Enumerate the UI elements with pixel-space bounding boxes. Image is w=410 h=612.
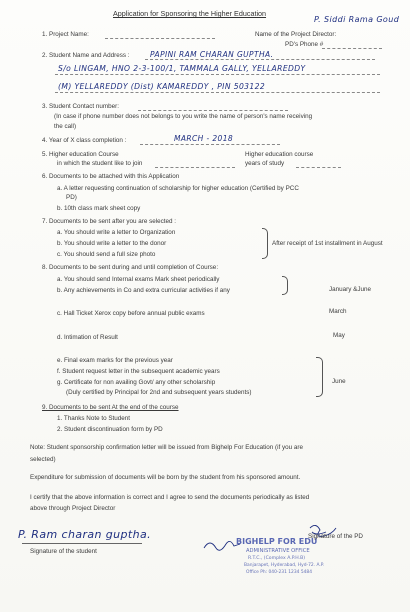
- student-name-label: 2. Student Name and Address :: [42, 52, 130, 59]
- stamp-line-2: R.T.C., (Complex A.P.H.B): [248, 556, 306, 561]
- x-class-label: 4. Year of X class completion :: [42, 137, 127, 144]
- contact-number-label: 3. Student Contact number:: [42, 103, 120, 110]
- section-6-heading: 6. Documents to be attached with this Application: [42, 173, 180, 180]
- doc-7c: c. You should send a full size photo: [57, 251, 156, 258]
- years-line: [296, 167, 341, 168]
- project-name-line: [105, 38, 215, 39]
- x-class-line: [140, 144, 280, 145]
- section-7-note: After receipt of 1st installment in August: [272, 240, 383, 247]
- address-line-1: S/o LINGAM, HNO 2-3-100/1, TAMMALA GALLY, YELLAREDDY: [58, 64, 306, 73]
- doc-6a-cont: PD): [66, 194, 77, 201]
- jan-june-note: January &June: [329, 286, 372, 293]
- note-line-2: selected): [30, 456, 56, 463]
- years-label-1: Higher education course: [245, 151, 314, 158]
- doc-7a: a. You should write a letter to Organization: [57, 229, 176, 236]
- june-note: June: [332, 378, 346, 385]
- section-8eg-brace: [316, 357, 323, 397]
- stamp-title: BIGHELP FOR EDU: [236, 537, 318, 546]
- doc-9-2: 2. Student discontinuation form by PD: [57, 426, 163, 433]
- project-name-label: 1. Project Name:: [42, 31, 89, 38]
- section-9-heading: 9. Documents to be sent At the end of the course: [42, 404, 179, 411]
- course-line: [155, 167, 235, 168]
- pd-signature-label: Signature of the PD: [308, 533, 363, 540]
- stamp-line-3: Banjarapet, Hyderabad, Hyd-72. A.P.: [244, 563, 325, 568]
- pd-phone-label: PD's Phone #: [285, 41, 324, 48]
- note-line-1: Note: Student sponsorship confirmation letter will be issued from Bighelp For Education (if you are: [30, 444, 304, 451]
- doc-8d: d. Intimation of Result: [57, 334, 118, 341]
- course-sub-label: in which the student like to join: [57, 160, 143, 167]
- doc-9-1: 1. Thanks Note to Student: [57, 415, 131, 422]
- contact-note-2: the call): [54, 123, 77, 130]
- contact-note-1: (In case if phone number does not belongs to you write the name of person's name receiving: [54, 113, 313, 120]
- course-label: 5. Higher education Course: [42, 151, 119, 158]
- pd-phone-line: [322, 48, 382, 49]
- student-signature-line: [22, 543, 142, 544]
- doc-8a: a. You should send Internal exams Mark sheet periodically: [57, 276, 220, 283]
- address-line-2: (M) YELLAREDDY (Dist) KAMAREDDY , PIN 503122: [58, 82, 266, 91]
- doc-6b: b. 10th class mark sheet copy: [57, 205, 141, 212]
- stamp-line-1: ADMINISTRATIVE OFFICE: [246, 548, 310, 554]
- student-name-line: [145, 59, 375, 60]
- doc-8g: g. Certificate for non availing Govt/ any other scholarship: [57, 379, 216, 386]
- project-director-label: Name of the Project Director:: [255, 31, 337, 38]
- section-7-heading: 7. Documents to be sent after you are selected :: [42, 218, 177, 225]
- doc-8c: c. Hall Ticket Xerox copy before annual public exams: [57, 310, 205, 317]
- doc-8b: b. Any achievements in Co and extra curricular activities if any: [57, 287, 230, 294]
- section-8ab-brace: [282, 276, 288, 295]
- project-director-name: P. Siddi Rama Goud: [314, 15, 400, 24]
- doc-6a: a. A letter requesting continuation of scholarship for higher education (Certified by PCC: [57, 185, 299, 192]
- form-title: Application for Sponsoring the Higher Education: [113, 9, 267, 18]
- section-8-heading: 8. Documents to be sent during and until completion of Course:: [42, 264, 219, 271]
- doc-8g-cont: (Duly certified by Principal for 2nd and subsequent years students): [66, 389, 252, 396]
- student-signature: P. Ram charan guptha.: [18, 528, 152, 541]
- years-label-2: years of study: [245, 160, 285, 167]
- x-class-value: MARCH - 2018: [174, 134, 234, 143]
- certification-line-1: I certify that the above information is correct and I agree to send the documents periodically as listed: [30, 494, 310, 501]
- address-line-2-rule: [55, 92, 380, 93]
- section-7-brace: [262, 228, 268, 259]
- student-signature-label: Signature of the student: [30, 548, 97, 555]
- doc-8e: e. Final exam marks for the previous year: [57, 357, 173, 364]
- expenditure-note: Expenditure for submission of documents will be born by the student from his sponsored amount.: [30, 474, 301, 481]
- stamp-line-4: Office Ph: 040-231 1234 5484: [246, 570, 313, 575]
- doc-8f: f. Student request letter in the subsequent academic years: [57, 368, 220, 375]
- may-note: May: [333, 332, 345, 339]
- address-line-1-rule: [55, 74, 380, 75]
- certification-line-2: above through Project Director: [30, 505, 116, 512]
- march-note: March: [329, 308, 347, 315]
- contact-number-line: [138, 110, 288, 111]
- doc-7b: b. You should write a letter to the donor: [57, 240, 167, 247]
- student-name-value: PAPINI RAM CHARAN GUPTHA.: [150, 50, 274, 59]
